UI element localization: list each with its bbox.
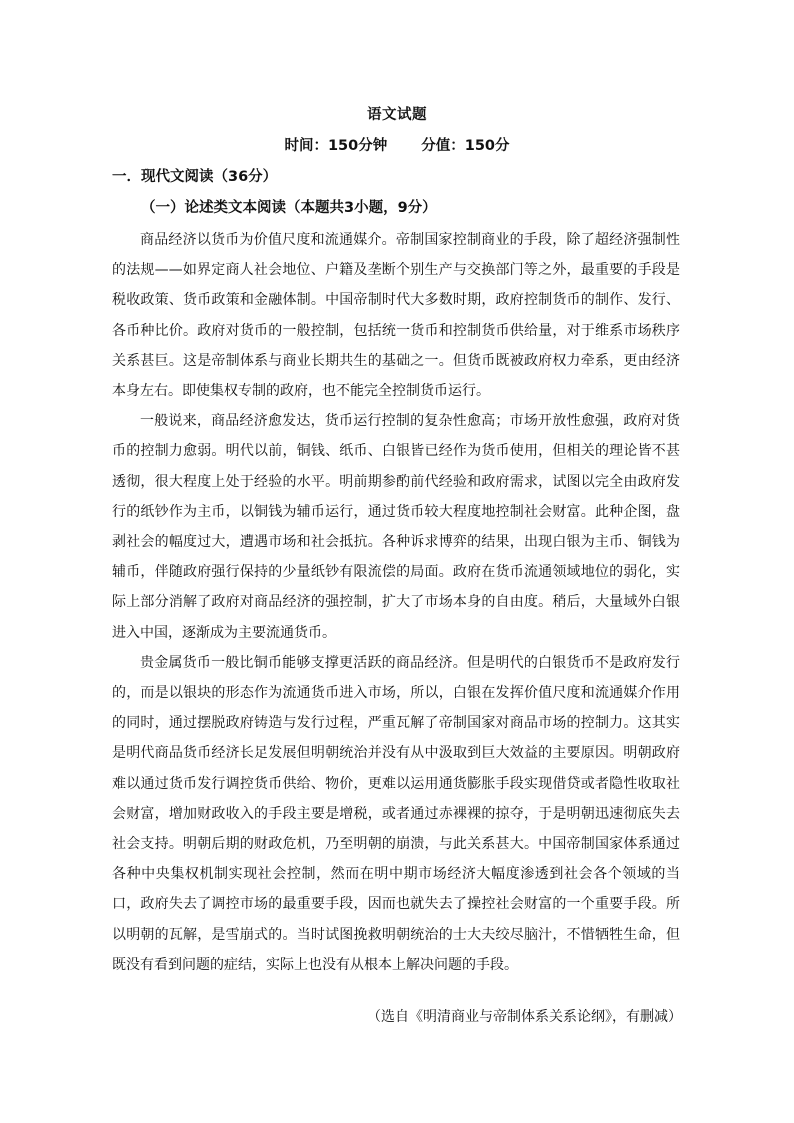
score-label: 分值：150分	[421, 138, 510, 154]
time-label: 时间：150分钟	[284, 138, 388, 154]
passage-paragraph-1: 商品经济以货币为价值尺度和流通媒介。帝制国家控制商业的手段，除了超经济强制性的法规——如界定商人社会地位、户籍及垄断个别生产与交换部门等之外，最重要的手段是税收政策、货币政策和金融体制。中国帝制时代大多数时期，政府控制货币的制作、发行、各币种比价。政府对货币的一般控制，包括统一货币和控制货币供给量，对于维系市场秩序关系甚巨。这是帝制体系与商业长期共生的基础之一。但货币既被政府权力牵系，更由经济本身左右。即使集权专制的政府，也不能完全控制货币运行。	[112, 232, 680, 400]
passage-paragraph-2: 一般说来，商品经济愈发达，货币运行控制的复杂性愈高；市场开放性愈强，政府对货币的控制力愈弱。明代以前，铜钱、纸币、白银皆已经作为货币使用，但相关的理论皆不甚透彻，很大程度上处于经验的水平。明前期参酌前代经验和政府需求，试图以完全由政府发行的纸钞作为主币，以铜钱为辅币运行，通过货币较大程度地控制社会财富。此种企图，盘剥社会的幅度过大，遭遇市场和社会抵抗。各种诉求博弈的结果，出现白银为主币、铜钱为辅币，伴随政府强行保持的少量纸钞有限流偿的局面。政府在货币流通领域地位的弱化，实际上部分消解了政府对商品经济的强控制，扩大了市场本身的自由度。稍后，大量域外白银进入中国，逐渐成为主要流通货币。	[112, 413, 680, 641]
section-heading: 一．现代文阅读（36分）	[112, 169, 278, 185]
document-title: 语文试题	[367, 107, 427, 123]
source-note: （选自《明清商业与帝制体系关系论纲》，有删减）	[367, 1009, 682, 1025]
sub-heading: （一）论述类文本阅读（本题共3小题，9分）	[141, 200, 437, 216]
passage-paragraph-3: 贵金属货币一般比铜币能够支撑更活跃的商品经济。但是明代的白银货币不是政府发行的，而是以银块的形态作为流通货币进入市场，所以，白银在发挥价值尺度和流通媒介作用的同时，通过摆脱政府铸造与发行过程，严重瓦解了帝制国家对商品市场的控制力。这其实是明代商品货币经济长足发展但明朝统治并没有从中汲取到巨大效益的主要原因。明朝政府难以通过货币发行调控货币供给、物价，更难以运用通货膨胀手段实现借贷或者隐性收取社会财富，增加财政收入的手段主要是增税，或者通过赤裸裸的掠夺，于是明朝迅速彻底失去社会支持。明朝后期的财政危机，乃至明朝的崩溃，与此关系甚大。中国帝制国家体系通过各种中央集权机制实现社会控制，然而在明中期市场经济大幅度渗透到社会各个领域的当口，政府失去了调控市场的最重要手段，因而也就失去了操控社会财富的一个重要手段。所以明朝的瓦解，是雪崩式的。当时试图挽救明朝统治的士大夫绞尽脑汁，不惜牺牲生命，但既没有看到问题的症结，实际上也没有从根本上解决问题的手段。	[112, 654, 680, 973]
passage-body	[112, 225, 680, 980]
exam-meta	[0, 134, 794, 155]
